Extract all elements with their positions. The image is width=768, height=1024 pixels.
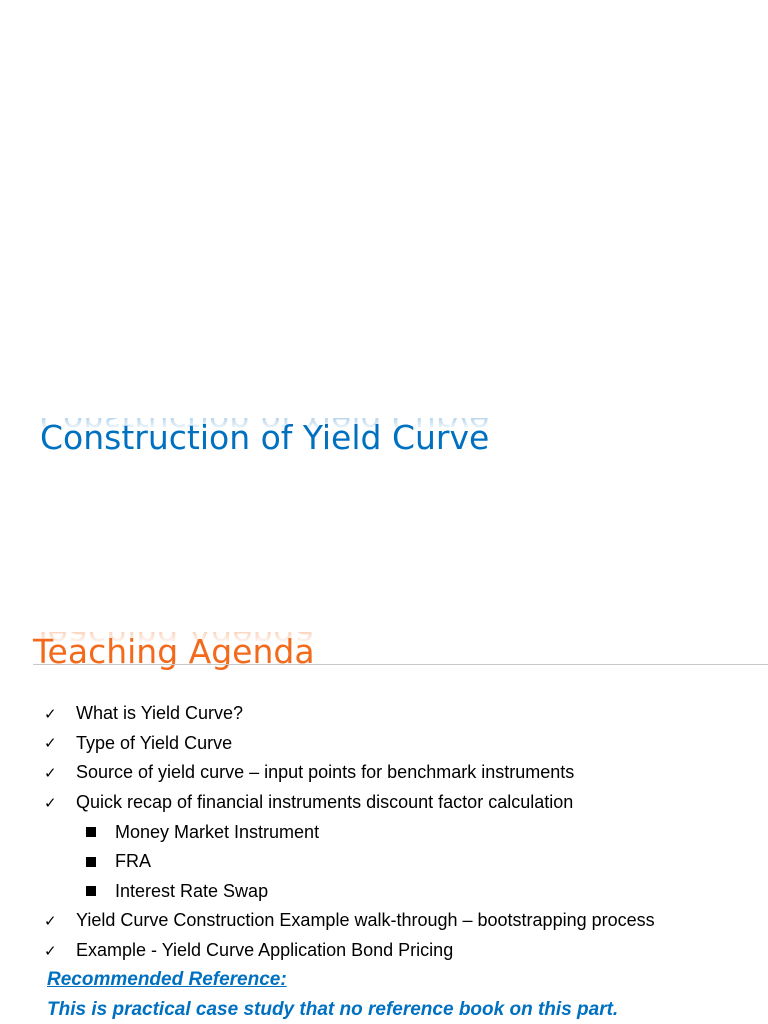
checkmark-icon: ✓	[44, 911, 57, 930]
agenda-item-label: Example - Yield Curve Application Bond Pricing	[76, 940, 454, 961]
agenda-item-label: What is Yield Curve?	[76, 703, 244, 724]
reference-text: This is practical case study that no reference book on this part.	[47, 999, 619, 1020]
agenda-subitem	[44, 817, 655, 847]
slide-title	[40, 418, 489, 458]
checkmark-icon: ✓	[44, 763, 57, 782]
square-bullet-icon	[86, 857, 96, 867]
agenda-item	[44, 906, 655, 936]
reference-block	[47, 965, 618, 1024]
agenda-list	[44, 699, 655, 965]
checkmark-icon: ✓	[44, 793, 57, 812]
reference-heading: Recommended Reference:	[47, 969, 287, 990]
square-bullet-icon	[86, 886, 96, 896]
agenda-item-label: Quick recap of financial instruments discount factor calculation	[76, 792, 574, 813]
agenda-heading	[33, 632, 315, 672]
agenda-subitem-label: Interest Rate Swap	[115, 880, 269, 901]
heading-divider	[33, 664, 768, 665]
agenda-item-label: Type of Yield Curve	[76, 732, 233, 753]
checkmark-icon: ✓	[44, 704, 57, 723]
agenda-item-label: Source of yield curve – input points for benchmark instruments	[76, 762, 575, 783]
agenda-item	[44, 788, 655, 818]
agenda-item-label: Yield Curve Construction Example walk-through – bootstrapping process	[76, 910, 655, 931]
agenda-item	[44, 936, 655, 966]
checkmark-icon: ✓	[44, 941, 57, 960]
square-bullet-icon	[86, 827, 96, 837]
agenda-item	[44, 758, 655, 788]
agenda-heading-text: Teaching Agenda Teaching Agenda	[33, 632, 315, 672]
checkmark-icon: ✓	[44, 734, 57, 753]
agenda-subitem	[44, 847, 655, 877]
agenda-item	[44, 699, 655, 729]
agenda-subitem	[44, 877, 655, 907]
agenda-item	[44, 729, 655, 759]
agenda-subitem-label: FRA	[115, 851, 151, 872]
agenda-subitem-label: Money Market Instrument	[115, 821, 320, 842]
slide-title-text: Construction of Yield Curve Construction of Yield Curve	[40, 418, 489, 458]
